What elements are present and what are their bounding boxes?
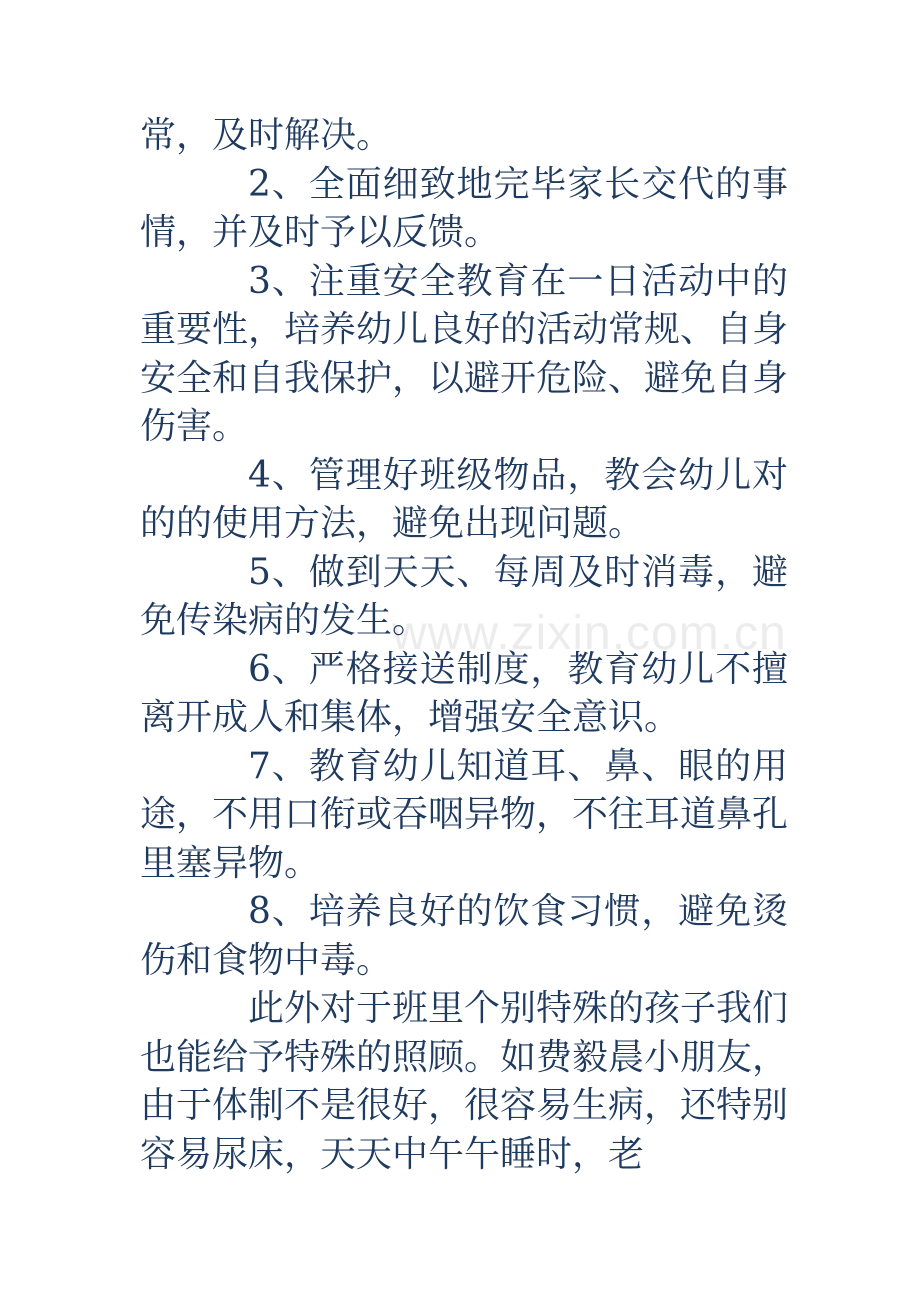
paragraph-item-2: 2、全面细致地完毕家长交代的事情，并及时予以反馈。 bbox=[140, 163, 788, 253]
paragraph-continuation: 常，及时解决。 bbox=[140, 115, 393, 156]
paragraph-item-4: 4、管理好班级物品，教会幼儿对的的使用方法，避免出现问题。 bbox=[140, 454, 788, 544]
paragraph-item-5: 5、做到天天、每周及时消毒，避免传染病的发生。 bbox=[140, 551, 788, 641]
paragraph-item-8: 8、培养良好的饮食习惯，避免烫伤和食物中毒。 bbox=[140, 891, 788, 981]
paragraph-special-care: 此外对于班里个别特殊的孩子我们也能给予特殊的照顾。如费毅晨小朋友，由于体制不是很好，很容易生病，还特别容易尿床，天天中午午睡时，老 bbox=[140, 988, 789, 1175]
paragraph-item-7: 7、教育幼儿知道耳、鼻、眼的用途，不用口衔或吞咽异物，不往耳道鼻孔里塞异物。 bbox=[140, 745, 789, 884]
paragraph-item-3: 3、注重安全教育在一日活动中的重要性，培养幼儿良好的活动常规、自身安全和自我保护，以避开危险、避免自身伤害。 bbox=[140, 260, 789, 447]
watermark: www.zixin.com.cn bbox=[392, 607, 787, 660]
document-body bbox=[140, 112, 788, 1179]
paragraph-item-6: 6、严格接送制度，教育幼儿不擅离开成人和集体，增强安全意识。 bbox=[140, 648, 788, 738]
